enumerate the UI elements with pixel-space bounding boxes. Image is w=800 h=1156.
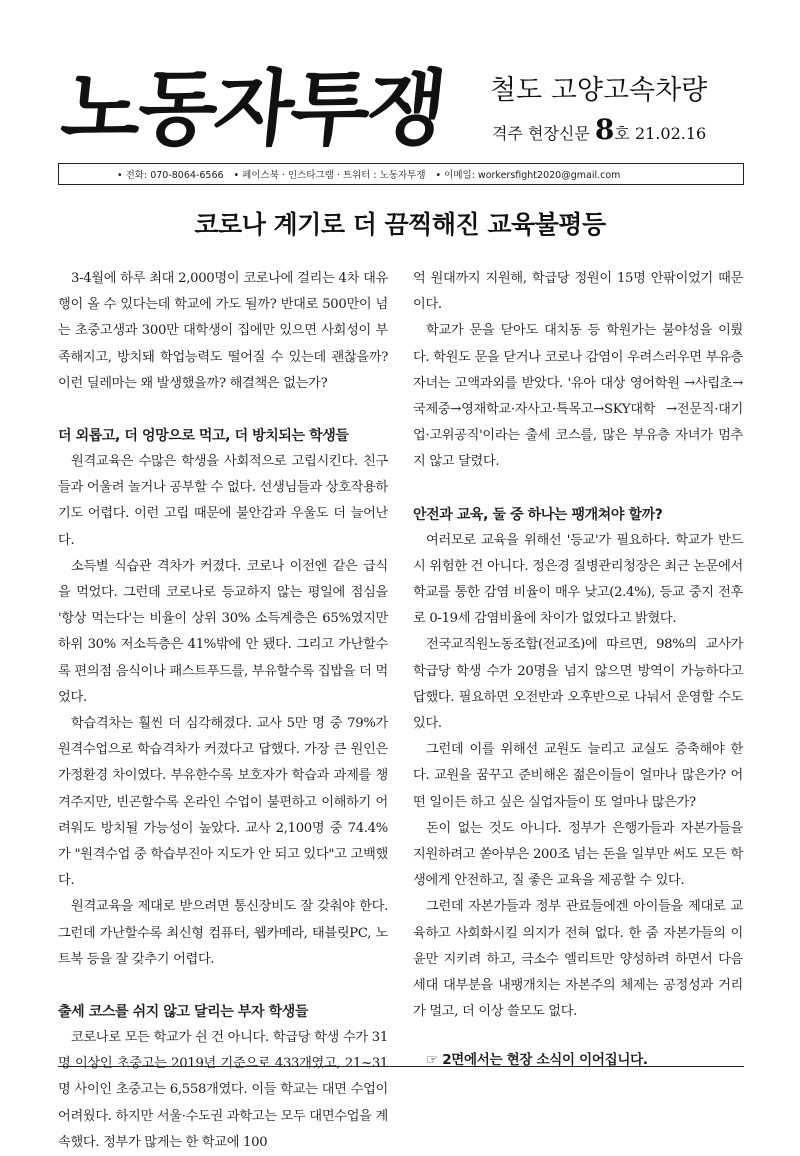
masthead-title: 노동자투쟁: [57, 62, 449, 157]
issue-number: 8: [594, 113, 615, 146]
section-heading: 출세 코스를 쉬지 않고 달리는 부자 학생들: [58, 1004, 308, 1021]
paragraph: 전국교직원노동조합(전교조)에 따르면, 98%의 교사가 학급당 학생 수가 20명을 넘지 않으면 방역이 가능하다고 답했다. 필요하면 오전반과 오후반으로 나눠서 운영할 수도 있다.: [413, 637, 743, 732]
spacer: [58, 973, 388, 999]
section-heading: 더 외롭고, 더 엉망으로 먹고, 더 방치되는 학생들: [58, 428, 349, 445]
section-heading: 안전과 교육, 둘 중 하나는 팽개쳐야 할까?: [413, 506, 663, 523]
issue-suffix: 호 21.02.16: [614, 124, 707, 143]
spacer: [58, 397, 388, 423]
paragraph: 원격교육을 제대로 받으려면 통신장비도 잘 갖춰야 한다. 그런데 가난할수록 최신형 컴퓨터, 웹카메라, 태블릿PC, 노트북 등을 잘 갖추기 어렵다.: [58, 899, 388, 967]
masthead-section: 철도 고양고속차량: [490, 75, 708, 106]
paragraph: 학교가 문을 닫아도 대치동 등 학원가는 불야성을 이뤘다. 학원도 문을 닫거나 코로나 감염이 우려스러우면 부유층 자녀는 고액과외를 받았다. '유아 대상 영어학원 →사립초→국제중→영재학교·자사고·특목고→SKY대학 →전문직·대기업·고위공직'이라는 출세 코스를, 많은 부유층 자녀가 멈추지 않고 달렸다.: [413, 323, 743, 470]
paragraph: 그런데 자본가들과 정부 관료들에겐 아이들을 제대로 교육하고 사회화시킬 의지가 전혀 없다. 한 줌 자본가들의 이윤만 지키려 하고, 극소수 엘리트만 양성하려 하면서 다음 세대 대부분을 내팽개치는 자본주의 체제는 공정성과 거리가 멀고, 더 이상 쓸모도 없다.: [413, 899, 743, 1020]
contact-sns: • 페이스북 · 인스타그램 · 트위터 : 노동자투쟁: [233, 170, 426, 181]
paragraph: 돈이 없는 것도 아니다. 정부가 은행가들과 자본가들을 지원하려고 쏟아부은 200조 넘는 돈을 일부만 써도 모든 학생에게 안전하고, 질 좋은 교육을 제공할 수 있다.: [413, 820, 743, 889]
left-column: [58, 266, 388, 1156]
masthead-issue: [492, 113, 706, 146]
contact-email: • 이메일: workersfight2020@gmail.com: [435, 170, 621, 181]
contact-phone: • 전화: 070-8064-6566: [117, 170, 224, 181]
contact-bar: [58, 163, 744, 185]
issue-prefix: 격주 현장신문: [492, 124, 590, 143]
bottom-rule: [58, 1066, 744, 1067]
paragraph: 학습격차는 훨씬 더 심각해졌다. 교사 5만 명 중 79%가 원격수업으로 학습격차가 커졌다고 답했다. 가장 큰 원인은 가정환경 차이였다. 부유한수록 보호자가 학습과 과제를 챙겨주지만, 빈곤할수록 온라인 수업이 불편하고 이해하기 어려워도 방치될 가능성이 높았다. 교사 2,100명 중 74.4%가 "원격수업 중 학습부진아 지도가 안 되고 있다"고 고백했다.: [58, 716, 388, 889]
paragraph: 코로나로 모든 학교가 쉰 건 아니다. 학급당 학생 수가 31명 이상인 초중고는 2019년 기준으로 433개였고, 21~31명 사이인 초중고는 6,558개였다. 이들 학교는 대면 수업이 어려웠다. 하지만 서울·수도권 과학고는 모두 대면수업을 계속했다. 정부가 많게는 한 학교에 100: [58, 1030, 388, 1150]
headline: 코로나 계기로 더 끔찍해진 교육불평등: [194, 210, 606, 239]
continued-note: ☞ 2면에서는 현장 소식이 이어집니다.: [426, 1052, 648, 1069]
paragraph: 그런데 이를 위해선 교원도 늘리고 교실도 증축해야 한다. 교원을 꿈꾸고 준비해온 젊은이들이 얼마나 많은가? 어떤 일이든 하고 싶은 실업자들이 또 얼마나 많은가?: [413, 742, 743, 810]
paragraph: 억 원대까지 지원해, 학급당 정원이 15명 안팎이었기 때문이다.: [413, 271, 743, 313]
right-column: [413, 266, 743, 1073]
paragraph: 소득별 식습관 격차가 커졌다. 코로나 이전엔 같은 급식을 먹었다. 그런데 코로나로 등교하지 않는 평일에 점심을 '항상 먹는다'는 비율이 상위 30% 소득계층은 65%였지만 하위 30% 저소득층은 41%밖에 안 됐다. 그리고 가난할수록 편의점 음식이나 패스트푸드를, 부유할수록 집밥을 더 먹었다.: [58, 558, 388, 705]
paragraph: 여러모로 교육을 위해선 '등교'가 필요하다. 학교가 반드시 위험한 건 아니다. 정은경 질병관리청장은 최근 논문에서 학교를 통한 감염 비율이 매우 낮고(2.4%), 등교 중지 전후로 0-19세 감염비율에 차이가 없었다고 밝혔다.: [413, 532, 743, 627]
intro-paragraph: 3-4월에 하루 최대 2,000명이 코로나에 걸리는 4차 대유행이 올 수 있다는데 학교에 가도 될까? 반대로 500만이 넘는 초중고생과 300만 대학생이 집에만 있으면 사회성이 부족해지고, 방치돼 학업능력도 떨어질 수 있는데 괜찮을까? 이런 딜레마는 왜 발생했을까? 해결책은 없는가?: [58, 271, 388, 391]
spacer: [413, 476, 743, 502]
spacer: [413, 1025, 743, 1047]
paragraph: 원격교육은 수많은 학생을 사회적으로 고립시킨다. 친구들과 어울려 놀거나 공부할 수 없다. 선생님들과 상호작용하기도 어렵다. 이런 고립 때문에 불안감과 우울도 더 늘어난다.: [58, 454, 388, 548]
